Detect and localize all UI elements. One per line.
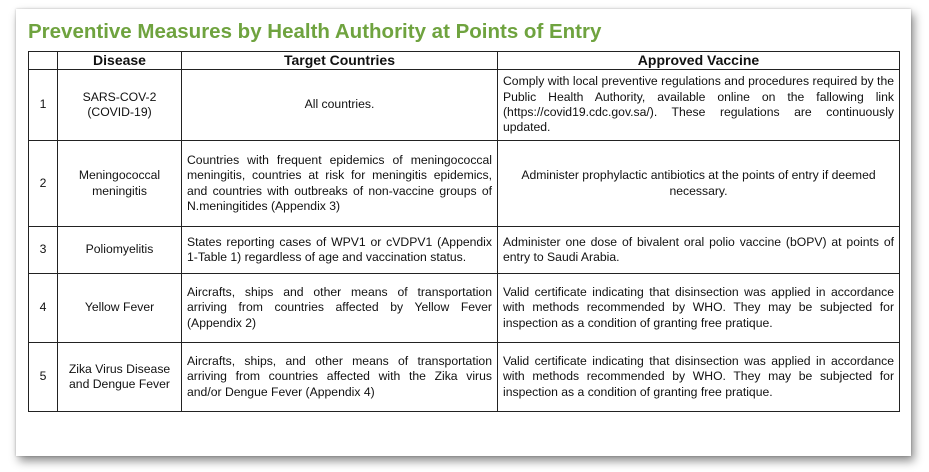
approved-vaccine-cell: Administer one dose of bivalent oral polio vaccine (bOPV) at points of entry to Saudi Arabia. <box>498 227 900 274</box>
header-number <box>29 52 58 70</box>
target-countries-cell: States reporting cases of WPV1 or cVDPV1 (Appendix 1-Table 1) regardless of age and vaccination status. <box>182 227 498 274</box>
approved-vaccine-cell: Valid certificate indicating that disinsection was applied in accordance with methods recommended by WHO. They may be subjected for inspection as a condition of granting free pratique. <box>498 274 900 343</box>
target-countries-cell: Countries with frequent epidemics of meningococcal meningitis, countries at risk for meningitis epidemics, and countries with outbreaks of non-vaccine groups of N.meningitides (Appendix 3) <box>182 141 498 227</box>
table-row <box>29 227 900 274</box>
disease-cell: Meningococcal meningitis <box>58 141 182 227</box>
target-countries-cell: Aircrafts, ships and other means of transportation arriving from countries affected by Yellow Fever (Appendix 2) <box>182 274 498 343</box>
header-target-countries: Target Countries <box>182 52 498 70</box>
page-title: Preventive Measures by Health Authority at Points of Entry <box>28 20 602 43</box>
table-row <box>29 70 900 141</box>
target-countries-cell: Aircrafts, ships, and other means of transportation arriving from countries affected with the Zika virus and/or Dengue Fever (Appendix 4) <box>182 343 498 412</box>
header-approved-vaccine: Approved Vaccine <box>498 52 900 70</box>
target-countries-cell: All countries. <box>182 70 498 141</box>
approved-vaccine-cell: Administer prophylactic antibiotics at the points of entry if deemed necessary. <box>498 141 900 227</box>
row-number: 1 <box>29 70 58 141</box>
document-card <box>16 9 911 456</box>
row-number: 2 <box>29 141 58 227</box>
disease-cell: Poliomyelitis <box>58 227 182 274</box>
measures-table <box>28 51 900 412</box>
disease-cell: Yellow Fever <box>58 274 182 343</box>
header-disease: Disease <box>58 52 182 70</box>
approved-vaccine-cell: Comply with local preventive regulations and procedures required by the Public Health Authority, available online on the fallowing link (https://covid19.cdc.gov.sa/). These regulations are continuously updated. <box>498 70 900 141</box>
table-header-row <box>29 52 900 70</box>
table-row <box>29 343 900 412</box>
table-row <box>29 274 900 343</box>
row-number: 3 <box>29 227 58 274</box>
disease-cell: SARS-COV-2 (COVID-19) <box>58 70 182 141</box>
table-row <box>29 141 900 227</box>
disease-cell: Zika Virus Disease and Dengue Fever <box>58 343 182 412</box>
row-number: 5 <box>29 343 58 412</box>
row-number: 4 <box>29 274 58 343</box>
approved-vaccine-cell: Valid certificate indicating that disinsection was applied in accordance with methods recommended by WHO. They may be subjected for inspection as a condition of granting free pratique. <box>498 343 900 412</box>
